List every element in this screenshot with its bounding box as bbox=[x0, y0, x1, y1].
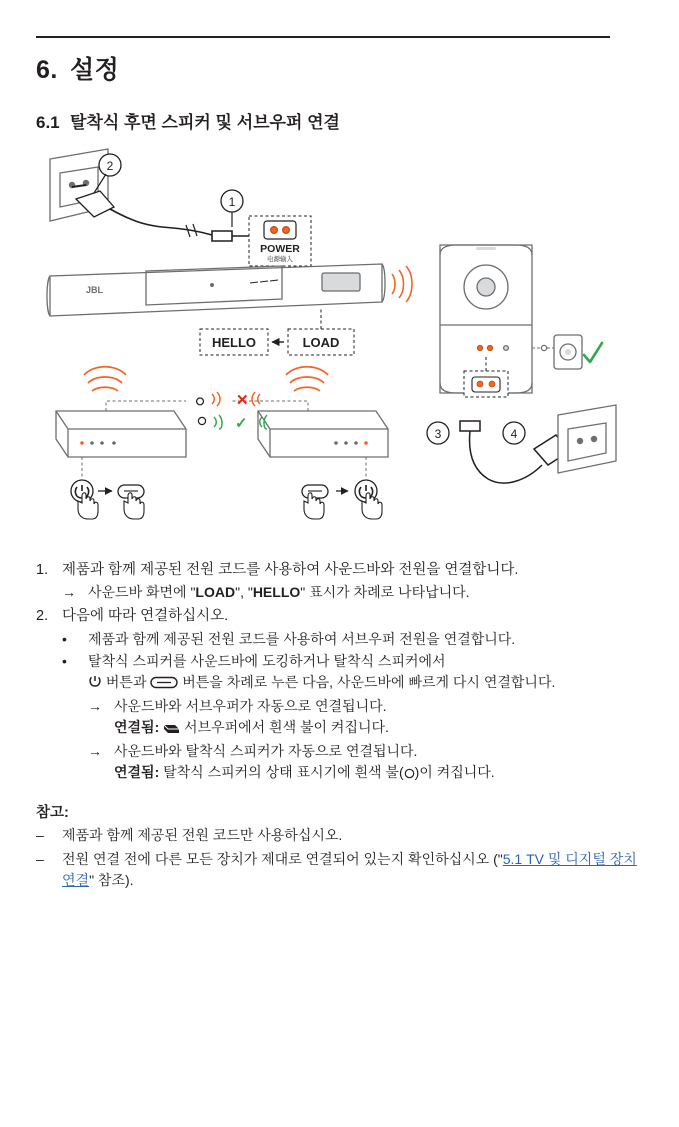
callout-1 bbox=[221, 190, 243, 227]
hello-label: HELLO bbox=[211, 335, 257, 350]
status-row-check bbox=[198, 415, 267, 432]
step-2-result-1-text bbox=[114, 696, 643, 740]
chapter-title: 설정 bbox=[70, 56, 120, 84]
header-rule bbox=[36, 36, 610, 38]
note-2-pre: 전원 연결 전에 다른 모든 장치가 제대로 연결되어 있는지 확인하십시오 (" bbox=[62, 850, 503, 867]
display-labels bbox=[200, 308, 354, 355]
result-2-line-1: 사운드바와 탈착식 스피커가 자동으로 연결됩니다. bbox=[114, 742, 418, 759]
step-2 bbox=[36, 605, 643, 627]
power-label: POWER bbox=[260, 243, 300, 255]
step-2-bullet-1-text: 제품과 함께 제공된 전원 코드를 사용하여 서브우퍼 전원을 연결합니다. bbox=[88, 630, 516, 647]
step-2-text: 다음에 따라 연결하십시오. bbox=[62, 608, 229, 625]
bullet-marker: • bbox=[62, 630, 67, 647]
connected-label: 연결됨: bbox=[114, 718, 160, 735]
note-2-marker: – bbox=[36, 850, 44, 867]
result-1-line-1: 사운드바와 서브우퍼가 자동으로 연결됩니다. bbox=[114, 697, 387, 714]
connected-label: 연결됨: bbox=[114, 763, 160, 780]
rear-speaker-right bbox=[258, 411, 388, 457]
wireless-waves-left bbox=[84, 367, 126, 391]
status-led-icon bbox=[404, 764, 415, 785]
callout-1-label: 1 bbox=[228, 195, 236, 209]
soundbar bbox=[47, 264, 385, 316]
bullet-marker: • bbox=[62, 652, 67, 669]
step-2-bullet-1 bbox=[62, 629, 643, 650]
chapter-number: 6. bbox=[36, 56, 58, 84]
note-1-text: 제품과 함께 제공된 전원 코드만 사용하십시오. bbox=[62, 826, 343, 843]
step-2-result-1 bbox=[88, 696, 643, 740]
display-load: LOAD bbox=[195, 584, 236, 601]
note-2-text bbox=[62, 849, 643, 891]
callout-3-label: 3 bbox=[434, 427, 442, 441]
note-heading: 참고: bbox=[36, 804, 69, 821]
section-number: 6.1 bbox=[36, 113, 60, 132]
chapter-heading bbox=[36, 0, 643, 86]
step-1-marker: 1. bbox=[36, 562, 49, 578]
bullet-2-line-b: 버튼을 차례로 누른 다음, 사운드바에 빠르게 다시 연결합니다. bbox=[182, 673, 556, 690]
hand-cursor-right-2 bbox=[362, 493, 382, 519]
dock-connector-icon bbox=[150, 674, 178, 695]
dock-button-right bbox=[302, 485, 328, 498]
result-2-line-2b: )이 켜집니다. bbox=[414, 763, 495, 780]
result-post: " 표시가 차례로 나타납니다. bbox=[300, 584, 470, 601]
result-pre: 사운드바 화면에 " bbox=[88, 584, 196, 601]
bullet-2-line-a: 탈착식 스피커를 사운드바에 도킹하거나 탈착식 스피커에서 bbox=[88, 652, 446, 669]
check-mark-right bbox=[584, 343, 602, 362]
step-2-marker: 2. bbox=[36, 608, 49, 625]
section-heading bbox=[36, 108, 643, 133]
cross-reference-link[interactable]: 5.1 TV 및 디지털 장치 연결 bbox=[62, 850, 637, 888]
svg-text:JBL: JBL bbox=[86, 285, 104, 295]
instruction-list bbox=[36, 559, 643, 785]
callout-4-label: 4 bbox=[510, 427, 518, 441]
subwoofer-icon bbox=[163, 719, 180, 740]
callout-2-label: 2 bbox=[106, 159, 114, 173]
detachable-speaker-indicator bbox=[532, 335, 582, 369]
cross-mark: ✕ bbox=[236, 392, 249, 409]
note-2-post: " 참조). bbox=[89, 871, 134, 888]
step-2-bullet-2 bbox=[62, 651, 643, 695]
step-1-text: 제품과 함께 제공된 전원 코드를 사용하여 사운드바와 전원을 연결합니다. bbox=[62, 562, 519, 578]
arrow-marker: → bbox=[88, 697, 102, 714]
step-2-result-2-text bbox=[114, 741, 643, 785]
step-1 bbox=[36, 559, 643, 581]
bullet-2-mid: 버튼과 bbox=[105, 673, 147, 690]
result-1-line-2: 서브우퍼에서 흰색 불이 켜집니다. bbox=[184, 718, 389, 735]
wireless-waves-right bbox=[286, 367, 328, 391]
step-1-result-text bbox=[88, 582, 643, 603]
check-mark: ✓ bbox=[235, 415, 248, 432]
power-label-box bbox=[249, 216, 311, 266]
power-icon bbox=[88, 674, 102, 695]
load-label: LOAD bbox=[302, 335, 340, 350]
wall-outlet-bottom bbox=[558, 405, 616, 473]
step-2-result-2 bbox=[88, 741, 643, 785]
hand-cursor-left-1 bbox=[78, 493, 98, 519]
rear-speaker-left bbox=[56, 411, 186, 457]
hand-cursor-right-1 bbox=[304, 493, 324, 519]
note-1-marker: – bbox=[36, 826, 44, 843]
section-title: 탈착식 후면 스피커 및 서브우퍼 연결 bbox=[70, 113, 340, 132]
note-item-1 bbox=[36, 825, 643, 846]
arrow-marker: → bbox=[62, 584, 76, 601]
result-mid: ", " bbox=[235, 584, 253, 601]
power-sublabel: 电源输入 bbox=[267, 256, 293, 263]
note-item-2 bbox=[36, 849, 643, 891]
step-1-result bbox=[62, 582, 643, 603]
step-2-bullet-2-text bbox=[88, 651, 643, 695]
display-hello: HELLO bbox=[252, 584, 301, 601]
arrow-marker: → bbox=[88, 742, 102, 759]
result-2-line-2a: 탈착식 스피커의 상태 표시기에 흰색 불( bbox=[163, 763, 404, 780]
callout-4 bbox=[503, 422, 525, 444]
callout-3 bbox=[427, 422, 449, 444]
wireless-waves-soundbar bbox=[392, 266, 412, 302]
connection-diagram bbox=[36, 143, 636, 553]
